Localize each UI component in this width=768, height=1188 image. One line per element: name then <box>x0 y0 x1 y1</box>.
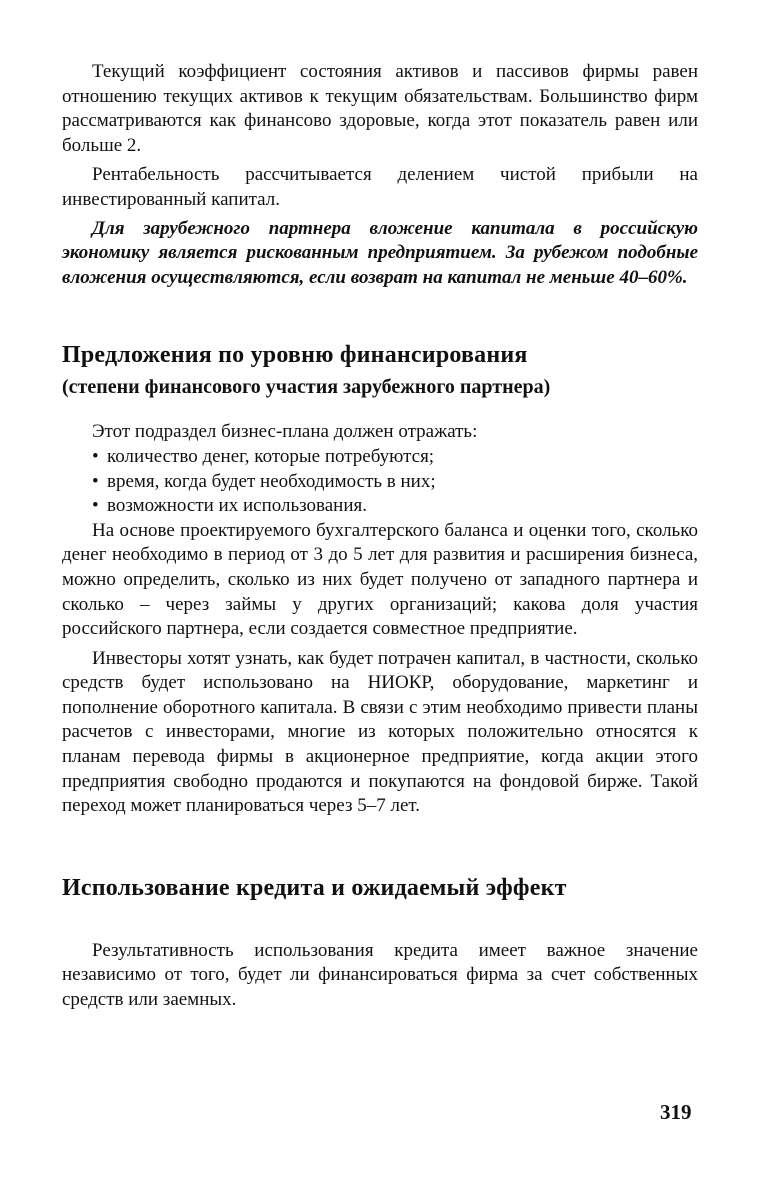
bullet-icon: • <box>92 495 99 517</box>
bullet-icon: • <box>92 445 99 467</box>
list-item-text: время, когда будет необходимость в них; <box>107 470 436 492</box>
page-number: 319 <box>660 1100 692 1124</box>
paragraph-credit-effectiveness: Результативность использования кредита имеет важное значение независимо от того, будет ли финансироваться фирма за счет собственных средств или заемных. <box>62 939 698 1011</box>
list-item-text: возможности их использования. <box>107 495 368 517</box>
section-title-financing-proposals: Предложения по уровню финансирования <box>62 342 528 369</box>
bullet-icon: • <box>92 470 99 492</box>
list-item <box>62 470 698 495</box>
section-title-credit-usage: Использование кредита и ожидаемый эффект <box>62 874 567 901</box>
section-subtitle-financing-proposals: (степени финансового участия зарубежного партнера) <box>62 376 551 399</box>
requirements-list <box>62 445 698 519</box>
paragraph-section-intro: Этот подраздел бизнес-плана должен отражать: <box>92 421 478 443</box>
paragraph-investors: Инвесторы хотят узнать, как будет потрачен капитал, в частности, сколько средств будет использовано на НИОКР, оборудование, маркетинг и пополнение оборотного капитала. В связи с этим необходимо привести планы расчетов с инвесторами, многие из которых положительно относятся к планам перевода фирмы в акционерное предприятие, когда акции этого предприятия свободно продаются и покупаются на фондовой бирже. Такой переход может планироваться через 5–7 лет. <box>62 647 698 817</box>
paragraph-foreign-partner-risk: Для зарубежного партнера вложение капитала в российскую экономику является рискованным предприятием. За рубежом подобные вложения осуществляются, если возврат на капитал не меньше 40–60%. <box>62 217 698 288</box>
list-item-text: количество денег, которые потребуются; <box>107 445 435 467</box>
list-item <box>62 445 698 470</box>
page-body <box>62 60 698 1013</box>
paragraph-balance-projection: На основе проектируемого бухгалтерского баланса и оценки того, сколько денег необходимо в период от 3 до 5 лет для развития и расширения бизнеса, можно определить, сколько из них будет получено от западного партнера и сколько – через займы у других организаций; какова доля участия российского партнера, если создается совместное предприятие. <box>62 519 698 640</box>
paragraph-profitability: Рентабельность рассчитывается делением чистой прибыли на инвестированный капитал. <box>62 164 698 210</box>
list-item <box>62 494 698 519</box>
paragraph-current-ratio: Текущий коэффициент состояния активов и пассивов фирмы равен отношению текущих активов к текущим обязательствам. Большинство фирм рассматриваются как финансово здоровые, когда этот показатель равен или больше 2. <box>62 61 698 156</box>
